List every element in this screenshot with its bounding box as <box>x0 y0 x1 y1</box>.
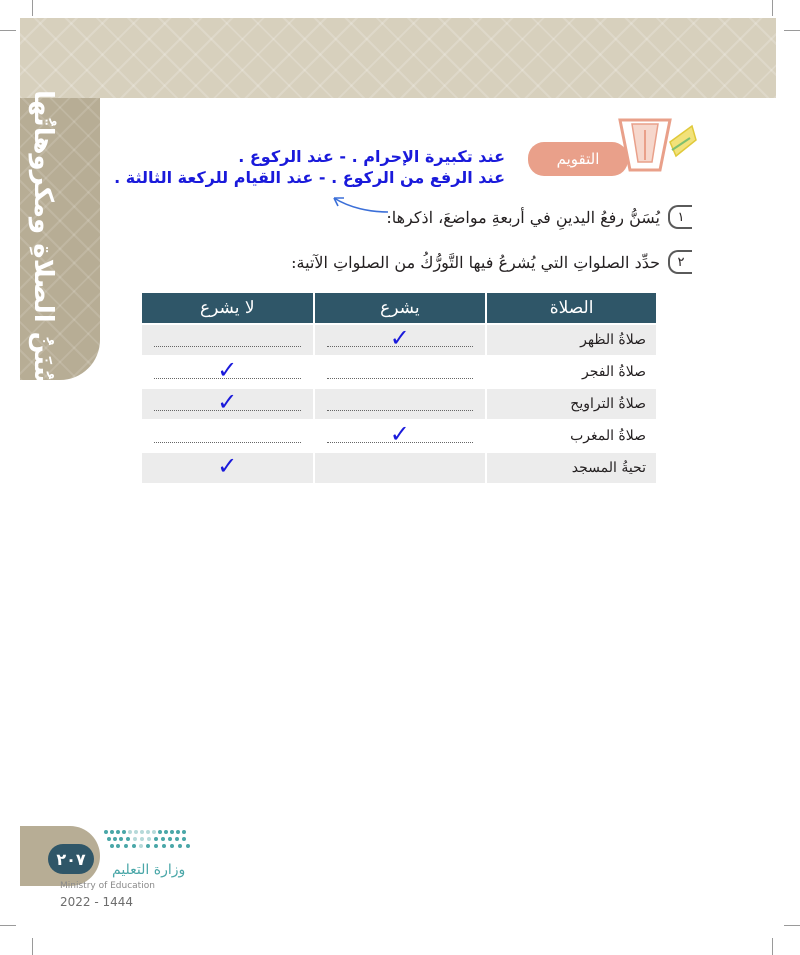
table-header-row <box>142 293 656 323</box>
ministry-name-arabic: وزارة التعليم <box>112 862 186 878</box>
crop-mark <box>772 0 773 16</box>
question-text: يُسَنُّ رفعُ اليدينِ في أربعةِ مواضعَ، اذكرها: <box>386 207 660 227</box>
arrow-icon <box>330 192 390 216</box>
crop-mark <box>772 938 773 955</box>
table-row <box>142 325 656 355</box>
ministry-name-english: Ministry of Education <box>60 881 155 891</box>
check-mark-icon: ✓ <box>389 420 410 448</box>
not-allowed-cell <box>142 453 313 483</box>
answer-dotted-line <box>154 346 301 347</box>
answer-text <box>114 146 505 188</box>
allowed-cell <box>313 389 486 419</box>
check-mark-icon: ✓ <box>217 388 238 416</box>
prayer-name: صلاةُ المغرب <box>485 421 656 451</box>
prayer-name: صلاةُ الفجر <box>485 357 656 387</box>
question-1 <box>386 205 692 229</box>
not-allowed-cell <box>142 389 313 419</box>
table-row <box>142 357 656 387</box>
question-number: ١ <box>668 205 692 229</box>
chapter-title: سُنَنُ الصلاةِ ومكروهاتُها <box>28 90 58 392</box>
allowed-cell <box>313 453 486 483</box>
check-mark-icon: ✓ <box>217 452 238 480</box>
check-mark-icon: ✓ <box>217 356 238 384</box>
table-row <box>142 389 656 419</box>
question-2 <box>291 250 692 274</box>
crop-mark <box>32 0 33 16</box>
crop-mark <box>784 30 800 31</box>
answer-line: عند الرفع من الركوع . - عند القيام للركعة الثالثة . <box>114 168 505 187</box>
question-text: حدِّد الصلواتِ التي يُشرعُ فيها التَّورُّكُ من الصلواتِ الآتية: <box>291 252 660 272</box>
question-number: ٢ <box>668 250 692 274</box>
prayer-name: صلاةُ الظهر <box>485 325 656 355</box>
not-allowed-cell <box>142 357 313 387</box>
not-allowed-cell <box>142 421 313 451</box>
crop-mark <box>0 30 16 31</box>
answer-line: عند تكبيرة الإحرام . - عند الركوع . <box>238 147 505 166</box>
answer-dotted-line <box>154 442 301 443</box>
header-band <box>20 18 776 98</box>
evaluation-label: التقويم <box>528 142 628 176</box>
prayer-name: صلاةُ التراويح <box>485 389 656 419</box>
answer-dotted-line <box>327 378 474 379</box>
allowed-cell <box>313 357 486 387</box>
crop-mark <box>32 938 33 955</box>
check-mark-icon: ✓ <box>389 324 410 352</box>
not-allowed-cell <box>142 325 313 355</box>
header-allowed: يشرع <box>313 293 486 323</box>
table-row <box>142 453 656 483</box>
page-number: ٢٠٧ <box>48 844 94 874</box>
edition-year: 2022 - 1444 <box>60 895 134 909</box>
crop-mark <box>784 925 800 926</box>
prayers-table <box>142 291 656 485</box>
prayer-name: تحيةُ المسجد <box>485 453 656 483</box>
crop-mark <box>0 925 16 926</box>
allowed-cell <box>313 421 486 451</box>
allowed-cell <box>313 325 486 355</box>
answer-dotted-line <box>327 410 474 411</box>
table-row <box>142 421 656 451</box>
ministry-logo-icon <box>100 826 195 862</box>
header-prayer: الصلاة <box>485 293 656 323</box>
evaluation-badge <box>520 112 700 192</box>
header-not-allowed: لا يشرع <box>142 293 313 323</box>
